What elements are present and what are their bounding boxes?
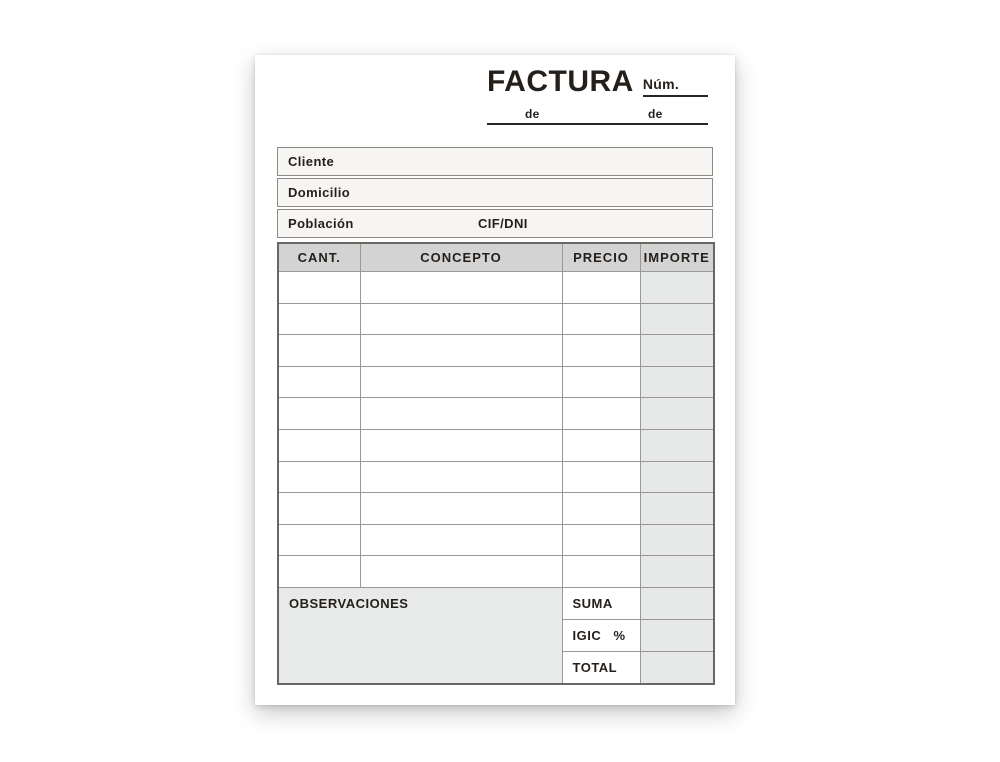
cell-concepto: [360, 493, 562, 525]
suma-label-cell: [562, 587, 640, 619]
suma-label: SUMA: [572, 595, 613, 611]
field-domicilio: [277, 178, 713, 207]
cell-importe: [640, 366, 714, 398]
items-header-row: [278, 243, 714, 272]
invoice-header: [487, 67, 708, 97]
cell-cant: [278, 556, 360, 588]
items-area: [277, 242, 713, 685]
cell-precio: [562, 493, 640, 525]
cell-precio: [562, 335, 640, 367]
cell-importe: [640, 556, 714, 588]
cell-precio: [562, 461, 640, 493]
cell-cant: [278, 398, 360, 430]
cell-cant: [278, 493, 360, 525]
cell-importe: [640, 398, 714, 430]
items-table: [277, 242, 715, 685]
invoice-sheet: [255, 55, 735, 705]
items-body: [278, 272, 714, 588]
table-row: [278, 272, 714, 304]
cell-concepto: [360, 335, 562, 367]
cell-cant: [278, 303, 360, 335]
cell-precio: [562, 366, 640, 398]
total-value-cell: [640, 651, 714, 684]
table-row: [278, 461, 714, 493]
date-line: [487, 106, 708, 125]
header-concepto: CONCEPTO: [360, 243, 562, 272]
cell-precio: [562, 398, 640, 430]
title-row: [487, 67, 708, 97]
igic-label-cell: [562, 619, 640, 651]
header-precio: PRECIO: [562, 243, 640, 272]
cell-concepto: [360, 429, 562, 461]
cif-dni-label: CIF/DNI: [478, 216, 528, 231]
cell-cant: [278, 524, 360, 556]
cell-concepto: [360, 398, 562, 430]
domicilio-label: Domicilio: [288, 185, 351, 200]
date-preposition: de: [525, 107, 540, 121]
igic-label: IGIC: [572, 627, 602, 643]
cell-precio: [562, 556, 640, 588]
table-row: [278, 335, 714, 367]
cell-concepto: [360, 272, 562, 304]
header-importe: IMPORTE: [640, 243, 714, 272]
cell-precio: [562, 429, 640, 461]
cell-concepto: [360, 556, 562, 588]
table-row: [278, 493, 714, 525]
table-row: [278, 556, 714, 588]
igic-percent-sign: %: [613, 627, 626, 643]
poblacion-label: Población: [288, 216, 354, 231]
cell-precio: [562, 303, 640, 335]
cell-importe: [640, 335, 714, 367]
cell-importe: [640, 461, 714, 493]
invoice-number-field: Núm.: [643, 76, 708, 97]
field-poblacion: [277, 209, 713, 238]
cell-importe: [640, 524, 714, 556]
cell-concepto: [360, 524, 562, 556]
table-row: [278, 366, 714, 398]
table-row: [278, 303, 714, 335]
header-cant: CANT.: [278, 243, 360, 272]
field-cliente: [277, 147, 713, 176]
summary-row-suma: [278, 587, 714, 619]
cell-cant: [278, 461, 360, 493]
cell-importe: [640, 272, 714, 304]
table-row: [278, 429, 714, 461]
cell-cant: [278, 366, 360, 398]
table-row: [278, 524, 714, 556]
cliente-label: Cliente: [288, 154, 335, 169]
invoice-title: FACTURA: [487, 65, 634, 98]
customer-fields: [277, 147, 713, 240]
cell-precio: [562, 524, 640, 556]
cell-concepto: [360, 461, 562, 493]
cell-cant: [278, 429, 360, 461]
table-row: [278, 398, 714, 430]
cell-cant: [278, 335, 360, 367]
cell-importe: [640, 493, 714, 525]
total-label-cell: [562, 651, 640, 684]
cell-concepto: [360, 303, 562, 335]
cell-precio: [562, 272, 640, 304]
cell-importe: [640, 303, 714, 335]
igic-value-cell: [640, 619, 714, 651]
cell-cant: [278, 272, 360, 304]
date-preposition: de: [648, 107, 663, 121]
suma-value-cell: [640, 587, 714, 619]
observaciones-box: OBSERVACIONES: [278, 587, 562, 684]
cell-concepto: [360, 366, 562, 398]
cell-importe: [640, 429, 714, 461]
total-label: TOTAL: [572, 659, 618, 675]
